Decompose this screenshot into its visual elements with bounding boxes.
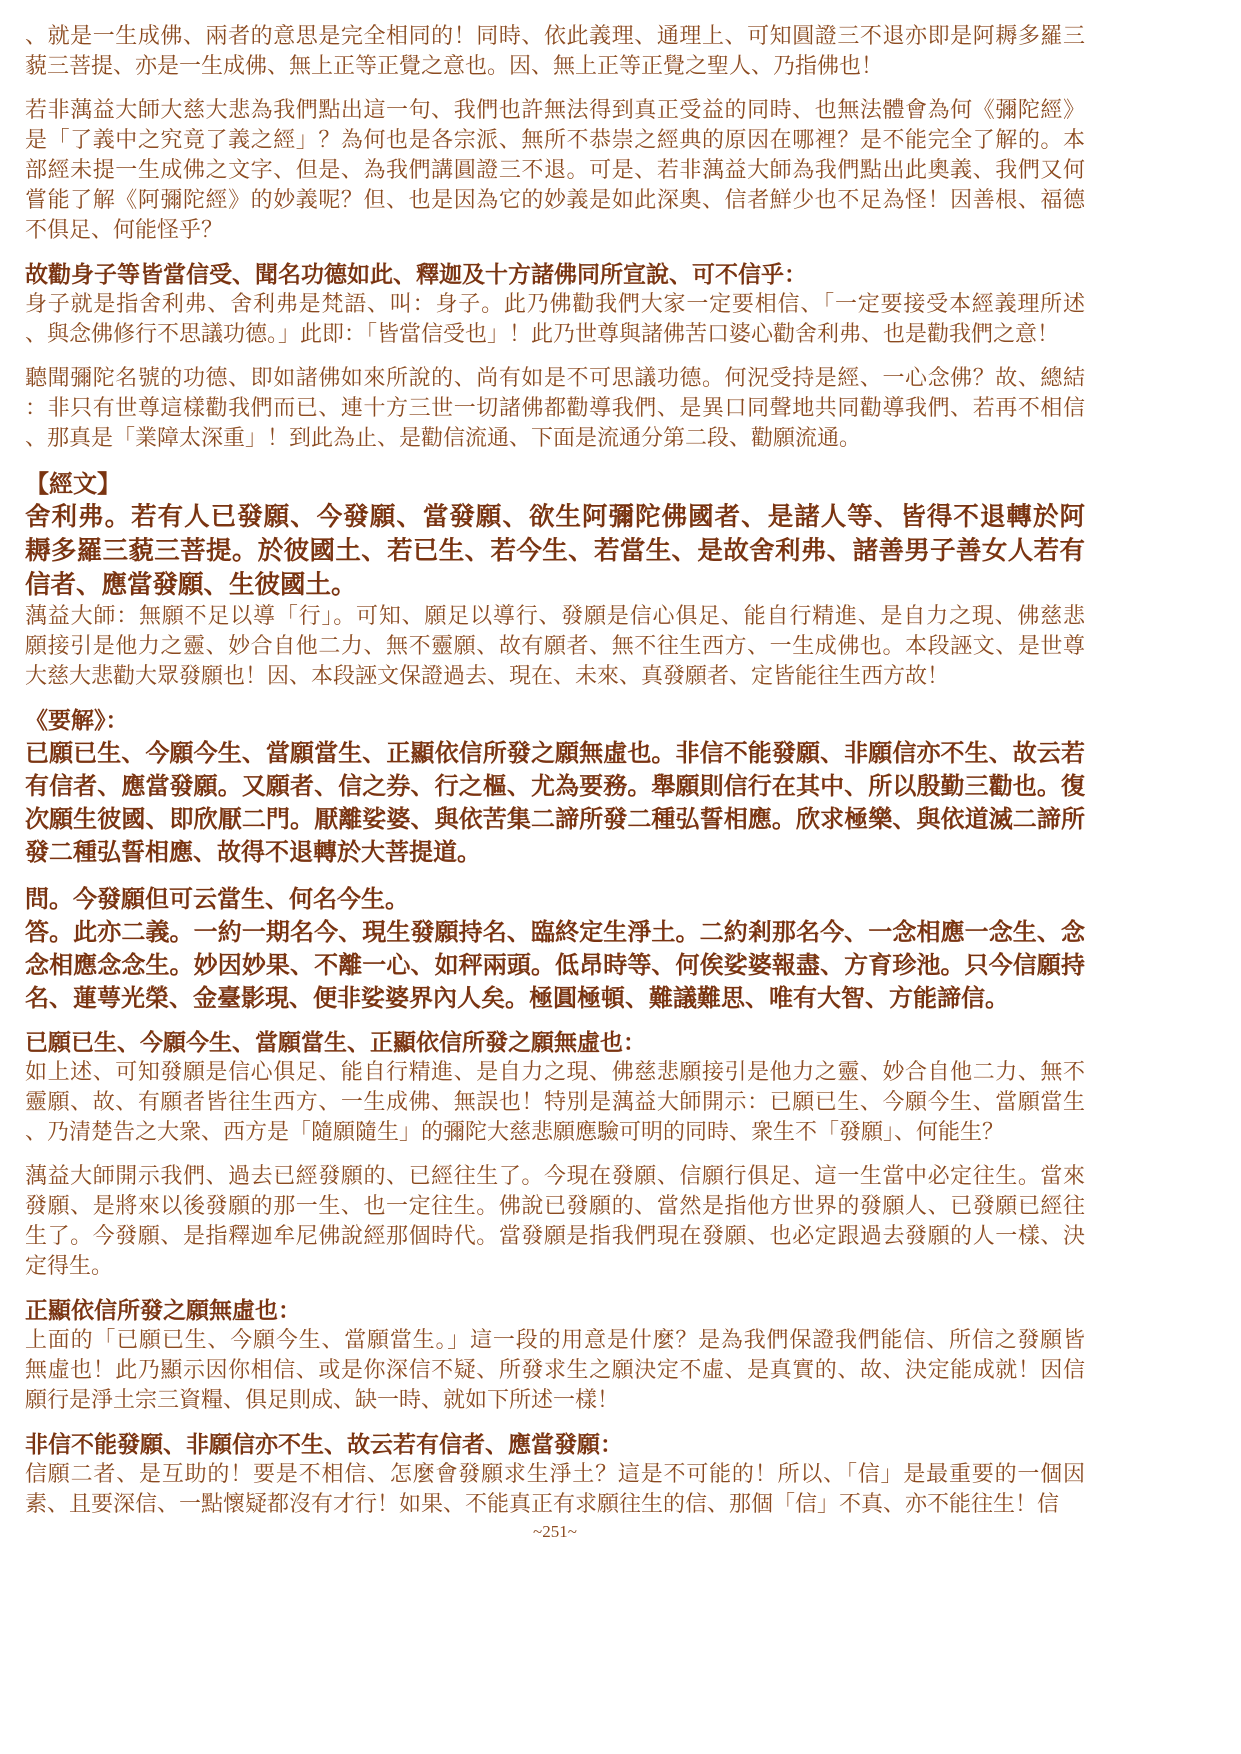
text-line: 如上述、可知發願是信心俱足、能自行精進、是自力之現、佛慈悲願接引是他力之靈、妙合自他二力、無不 [25, 1060, 1085, 1085]
page-content [25, 22, 1085, 1520]
text-line: 身子就是指舍利弗、舍利弗是梵語、叫：身子。此乃佛勸我們大家一定要相信、「一定要接受本經義理所述 [25, 292, 1085, 317]
text-line: 、與念佛修行不思議功德。」此即：「皆當信受也」！此乃世尊與諸佛苦口婆心勸舍利弗、也是勸我們之意！ [25, 322, 1060, 347]
yaojie-answer [25, 915, 1085, 1014]
text-line: 是「了義中之究竟了義之經」？為何也是各宗派、無所不恭崇之經典的原因在哪裡？是不能完全了解的。本 [25, 128, 1085, 153]
text-line: 、那真是「業障太深重」！到此為止、是勸信流通、下面是流通分第二段、勸願流通。 [25, 426, 862, 451]
text-line: 上面的「已願已生、今願今生、當願當生。」這一段的用意是什麼？是為我們保證我們能信、所信之發願皆 [25, 1328, 1085, 1353]
text-line: 名、蓮萼光榮、金臺影現、便非娑婆界內人矣。極圓極頓、難議難思、唯有大智、方能諦信。 [25, 983, 1009, 1012]
text-line: ：非只有世尊這樣勸我們而已、連十方三世一切諸佛都勸導我們、是異口同聲地共同勸導我們、若再不相信 [25, 396, 1085, 421]
text-line: 部經未提一生成佛之文字、但是、為我們講圓證三不退。可是、若非蕅益大師為我們點出此奧義、我們又何 [25, 158, 1085, 183]
text-line: 發二種弘誓相應、故得不退轉於大菩提道。 [25, 837, 481, 866]
text-line: 藐三菩提、亦是一生成佛、無上正等正覺之意也。因、無上正等正覺之聖人、乃指佛也！ [25, 54, 884, 79]
explanation-3-paragraph-1 [25, 1460, 1085, 1520]
text-line: 信願二者、是互助的！要是不相信、怎麼會發願求生淨土？這是不可能的！所以、「信」是最重要的一個因 [25, 1462, 1085, 1487]
text-line: 蕅益大師：無願不足以導「行」。可知、願足以導行、發願是信心俱足、能自行精進、是自力之現、佛慈悲 [25, 604, 1085, 629]
text-line: 發願、是將來以後發願的那一生、也一定往生。佛說已發願的、當然是指他方世界的發願人、已發願已經往 [25, 1194, 1085, 1219]
text-line: 、就是一生成佛、兩者的意思是完全相同的！同時、依此義理、通理上、可知圓證三不退亦即是阿耨多羅三 [25, 24, 1085, 49]
yaojie-text [25, 736, 1085, 868]
text-line: 答。此亦二義。一約一期名今、現生發願持名、臨終定生淨土。二約剎那名今、一念相應一念生、念 [25, 917, 1085, 946]
text-line: 嘗能了解《阿彌陀經》的妙義呢？但、也是因為它的妙義是如此深奧、信者鮮少也不足為怪！因善根、福德 [25, 188, 1085, 213]
text-line: 次願生彼國、即欣厭二門。厭離娑婆、與依苦集二諦所發二種弘誓相應。欣求極樂、與依道滅二諦所 [25, 804, 1085, 833]
encourage-faith-paragraph-1 [25, 290, 1085, 350]
section-heading-explanation-1: 已願已生、今願今生、當願當生、正顯依信所發之願無虛也： [25, 1029, 646, 1056]
page-number: ~251~ [533, 1522, 577, 1541]
text-line: 若非蕅益大師大慈大悲為我們點出這一句、我們也許無法得到真正受益的同時、也無法體會為何《彌陀經》 [25, 98, 1085, 123]
text-line: 有信者、應當發願。又願者、信之券、行之樞、尤為要務。舉願則信行在其中、所以殷勤三勸也。復 [25, 771, 1085, 800]
sutra-label: 【經文】 [25, 469, 121, 498]
text-line: 素、且要深信、一點懷疑都沒有才行！如果、不能真正有求願往生的信、那個「信」不真、亦不能往生！信 [25, 1492, 1060, 1517]
text-line: 大慈大悲勸大眾發願也！因、本段誣文保證過去、現在、未來、真發願者、定皆能往生西方故！ [25, 664, 950, 689]
intro-paragraph-2 [25, 96, 1085, 246]
section-heading-encourage-faith: 故勸身子等皆當信受、聞名功德如此、釋迦及十方諸佛同所宣說、可不信乎： [25, 261, 807, 288]
text-line: 定得生。 [25, 1254, 114, 1279]
section-heading-explanation-2: 正顯依信所發之願無虛也： [25, 1297, 301, 1324]
intro-paragraph-1 [25, 22, 1085, 82]
explanation-1-paragraph-1 [25, 1058, 1085, 1148]
text-line: 已願已生、今願今生、當願當生、正顯依信所發之願無虛也。非信不能發願、非願信亦不生、故云若 [25, 738, 1085, 767]
text-line: 舍利弗。若有人已發願、今發願、當發願、欲生阿彌陀佛國者、是諸人等、皆得不退轉於阿 [25, 502, 1085, 532]
explanation-2-paragraph-1 [25, 1326, 1085, 1416]
yaojie-label: 《要解》： [25, 707, 129, 734]
yaojie-question [25, 882, 1085, 915]
text-line: 無虛也！此乃顯示因你相信、或是你深信不疑、所發求生之願決定不虛、是真實的、故、決定能成就！因信 [25, 1358, 1085, 1383]
explanation-1-paragraph-2 [25, 1162, 1085, 1282]
sutra-commentary [25, 602, 1085, 692]
text-line: 問。今發願但可云當生、何名今生。 [25, 884, 409, 913]
section-heading-explanation-3: 非信不能發願、非願信亦不生、故云若有信者、應當發願： [25, 1431, 623, 1458]
text-line: 、乃清楚告之大衆、西方是「隨願隨生」的彌陀大慈悲願應驗可明的同時、衆生不「發願」、何能生？ [25, 1120, 1005, 1145]
text-line: 耨多羅三藐三菩提。於彼國土、若已生、若今生、若當生、是故舍利弗、諸善男子善女人若有 [25, 536, 1085, 566]
text-line: 願行是淨土宗三資糧、俱足則成、缺一時、就如下所述一樣！ [25, 1388, 620, 1413]
encourage-faith-paragraph-2 [25, 364, 1085, 454]
text-line: 靈願、故、有願者皆往生西方、一生成佛、無誤也！特別是蕅益大師開示：已願已生、今願今生、當願當生 [25, 1090, 1085, 1115]
text-line: 信者、應當發願、生彼國土。 [25, 570, 357, 600]
text-line: 蕅益大師開示我們、過去已經發願的、已經往生了。今現在發願、信願行俱足、這一生當中必定往生。當來 [25, 1164, 1085, 1189]
text-line: 生了。今發願、是指釋迦牟尼佛說經那個時代。當發願是指我們現在發願、也必定跟過去發願的人一樣、決 [25, 1224, 1085, 1249]
text-line: 願接引是他力之靈、妙合自他二力、無不靈願、故有願者、無不往生西方、一生成佛也。本段誣文、是世尊 [25, 634, 1085, 659]
text-line: 念相應念念生。妙因妙果、不離一心、如秤兩頭。低昂時等、何俟娑婆報盡、方育珍池。只今信願持 [25, 950, 1085, 979]
text-line: 不俱足、何能怪乎？ [25, 218, 224, 243]
text-line: 聽聞彌陀名號的功德、即如諸佛如來所說的、尚有如是不可思議功德。何況受持是經、一心念佛？故、總結 [25, 366, 1085, 391]
sutra-text [25, 500, 1085, 602]
